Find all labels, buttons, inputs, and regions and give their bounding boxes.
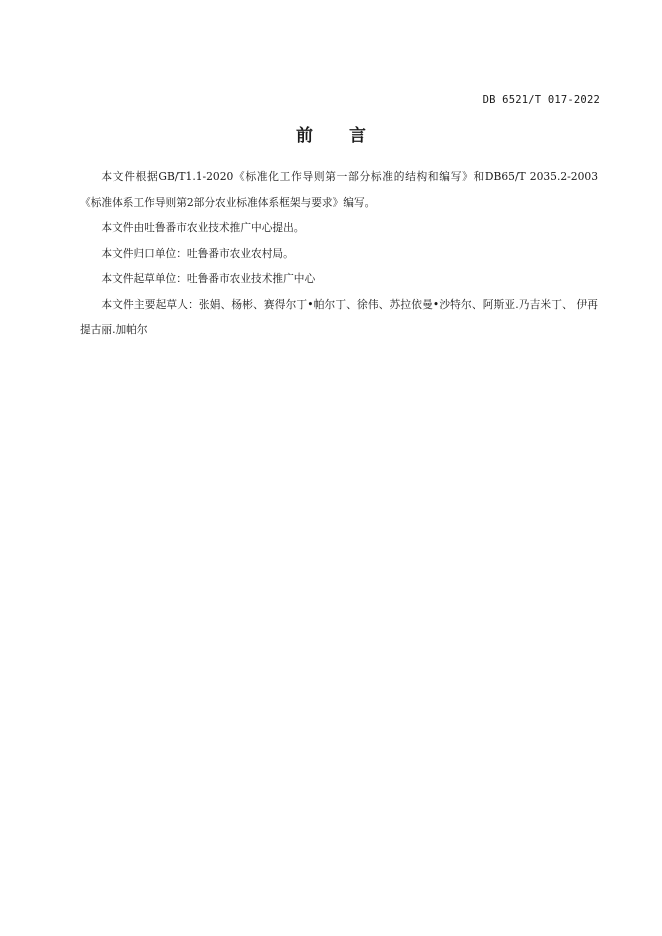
paragraph-proposer: 本文件由吐鲁番市农业技术推广中心提出。 [101,221,305,234]
paragraph-drafters: 本文件主要起草人：张娟、杨彬、赛得尔丁•帕尔丁、徐伟、苏拉依曼•沙特尔、阿斯亚.乃吉米丁、 伊再提古丽.加帕尔 [80,297,598,336]
paragraph-drafting-unit: 本文件起草单位：吐鲁番市农业技术推广中心 [101,272,316,285]
page-title: 前 言 [296,126,381,146]
paragraph-responsible-unit: 本文件归口单位：吐鲁番市农业农村局。 [101,246,294,260]
document-code: DB 6521/T 017-2022 [482,94,600,106]
paragraph-basis: 本文件根据GB/T1.1-2020《标准化工作导则第一部分标准的结构和编写》和DB65/T 2035.2-2003《标准体系工作导则第2部分农业标准体系框架与要求》编写。 [80,170,598,209]
foreword-body [80,164,598,343]
